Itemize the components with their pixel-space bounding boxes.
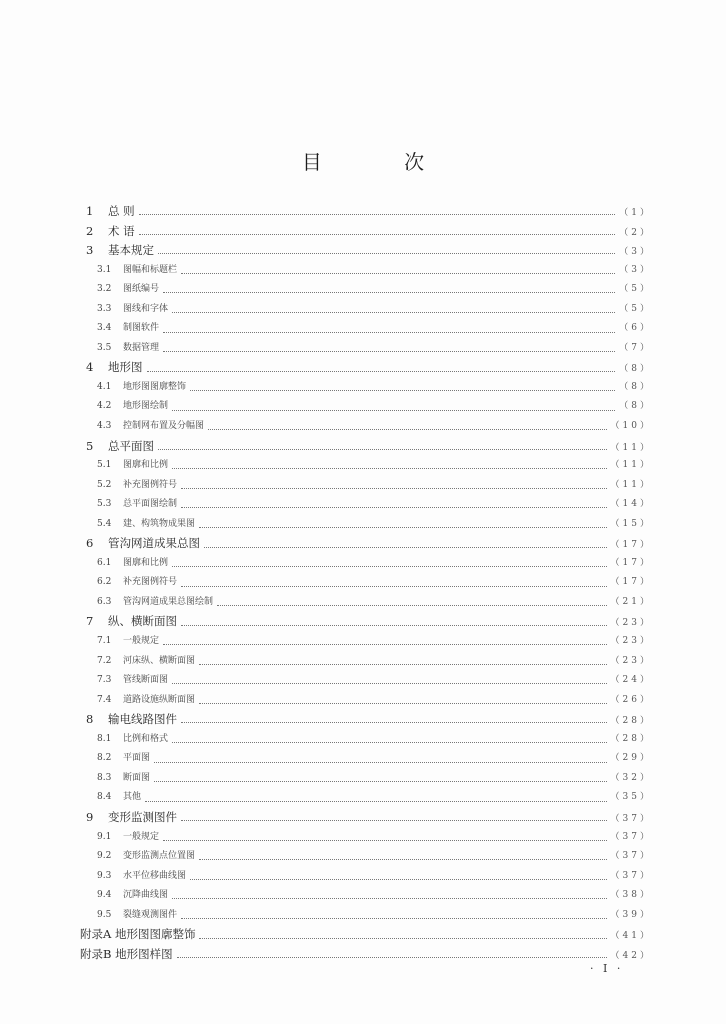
toc-entry-number: 3.4 [97, 323, 112, 334]
toc-entry-page: （29） [610, 753, 652, 764]
toc-entry-number: 9 [86, 809, 94, 824]
toc-entry-label: 补充图例符号 [123, 479, 178, 490]
toc-entry-page: （10） [610, 421, 652, 432]
dot-leader [154, 781, 607, 782]
dot-leader [158, 449, 607, 450]
toc-entry-page: （2） [619, 227, 652, 238]
toc-entry-number: 3 [86, 243, 94, 258]
toc-entry-label: 图幅和标题栏 [123, 264, 178, 275]
toc-entry[interactable] [80, 632, 652, 652]
dot-leader [177, 957, 607, 958]
toc-entry[interactable] [80, 749, 652, 769]
toc-entry[interactable] [80, 261, 652, 281]
toc-entry[interactable] [80, 945, 652, 965]
table-of-contents [80, 202, 652, 964]
toc-entry-number: 9.3 [97, 870, 112, 881]
toc-entry-number: 6.2 [97, 577, 112, 588]
toc-entry-label: 输电线路图件 [108, 712, 177, 727]
toc-entry-number: 9.5 [97, 909, 112, 920]
toc-entry-page: （38） [610, 890, 652, 901]
toc-entry-label: 附录B 地形图样图 [80, 946, 173, 961]
toc-entry-number: 5.1 [97, 460, 112, 471]
toc-entry[interactable] [80, 886, 652, 906]
toc-entry-page: （23） [610, 636, 652, 647]
toc-entry[interactable] [80, 573, 652, 593]
toc-entry-page: （37） [610, 851, 652, 862]
toc-entry-label: 地形图绘制 [123, 401, 169, 412]
toc-entry[interactable] [80, 202, 652, 222]
toc-entry-label: 裂缝观测图件 [123, 909, 178, 920]
toc-entry-number: 9.4 [97, 890, 112, 901]
toc-entry[interactable] [80, 847, 652, 867]
toc-entry-page: （17） [610, 557, 652, 568]
dot-leader [172, 312, 615, 313]
toc-entry-number: 7.4 [97, 694, 112, 705]
toc-entry-label: 沉降曲线图 [123, 890, 169, 901]
dot-leader [163, 840, 607, 841]
toc-entry-label: 地形图 [108, 360, 143, 375]
dot-leader [181, 625, 607, 626]
toc-entry-number: 8.4 [97, 792, 112, 803]
toc-entry-page: （5） [619, 284, 652, 295]
toc-entry-label: 水平位移曲线图 [123, 870, 187, 881]
toc-entry-number: 4.3 [97, 421, 112, 432]
toc-entry-page: （14） [610, 499, 652, 510]
toc-entry-number: 3.1 [97, 264, 112, 275]
toc-entry[interactable] [80, 222, 652, 242]
toc-entry-page: （11） [610, 479, 652, 490]
dot-leader [199, 859, 607, 860]
toc-entry-page: （28） [610, 716, 652, 727]
toc-entry-number: 8 [86, 712, 94, 727]
toc-entry-number: 7.1 [97, 636, 112, 647]
dot-leader [181, 586, 607, 587]
toc-entry-page: （24） [610, 675, 652, 686]
toc-entry-page: （28） [610, 733, 652, 744]
toc-entry-label: 基本规定 [108, 243, 154, 258]
toc-entry-label: 其他 [123, 792, 142, 803]
toc-entry[interactable] [80, 906, 652, 926]
toc-entry-page: （6） [619, 323, 652, 334]
toc-entry[interactable] [80, 867, 652, 887]
toc-entry-number: 9.2 [97, 851, 112, 862]
toc-entry-label: 变形监测点位置图 [123, 851, 196, 862]
dot-leader [147, 371, 616, 372]
toc-entry[interactable] [80, 730, 652, 750]
toc-entry-page: （3） [619, 264, 652, 275]
toc-entry[interactable] [80, 925, 652, 945]
toc-entry-page: （39） [610, 909, 652, 920]
toc-entry-page: （42） [610, 950, 652, 961]
toc-entry-label: 一般规定 [123, 636, 160, 647]
toc-entry-number: 9.1 [97, 831, 112, 842]
toc-entry-label: 补充图例符号 [123, 577, 178, 588]
toc-entry-page: （11） [610, 442, 652, 453]
toc-entry-number: 4.1 [97, 381, 112, 392]
toc-entry-number: 5.3 [97, 499, 112, 510]
toc-entry-number: 3.2 [97, 284, 112, 295]
toc-entry-page: （21） [610, 596, 652, 607]
toc-entry-label: 建、构筑物成果图 [123, 518, 196, 529]
toc-entry-label: 总平面图 [108, 438, 154, 453]
toc-entry-label: 管沟网道成果总图绘制 [123, 596, 214, 607]
toc-entry-number: 3.5 [97, 342, 112, 353]
toc-entry-label: 图纸编号 [123, 284, 160, 295]
dot-leader [181, 918, 607, 919]
toc-entry-label: 比例和格式 [123, 733, 169, 744]
dot-leader [199, 938, 606, 939]
toc-entry-label: 总 则 [108, 204, 135, 218]
dot-leader [139, 234, 616, 235]
toc-entry[interactable] [80, 534, 652, 554]
toc-entry-page: （26） [610, 694, 652, 705]
toc-entry-label: 地形图图廓整饰 [123, 381, 187, 392]
toc-entry-label: 图廓和比例 [123, 557, 169, 568]
toc-entry-number: 8.1 [97, 733, 112, 744]
toc-entry-page: （17） [610, 540, 652, 551]
dot-leader [139, 214, 616, 215]
toc-entry[interactable] [80, 828, 652, 848]
page-number: · I · [590, 962, 624, 975]
toc-entry-label: 纵、横断面图 [108, 614, 177, 629]
toc-entry-label: 控制网布置及分幅图 [123, 421, 205, 432]
toc-entry-page: （15） [610, 518, 652, 529]
toc-entry-number: 5.2 [97, 479, 112, 490]
toc-entry-label: 附录A 地形图图廓整饰 [80, 927, 196, 942]
toc-entry-number: 5.4 [97, 518, 112, 529]
toc-entry-label: 管线断面图 [123, 675, 169, 686]
toc-entry-page: （17） [610, 577, 652, 588]
toc-entry-number: 7.3 [97, 675, 112, 686]
toc-entry-number: 6.1 [97, 557, 112, 568]
toc-entry[interactable] [80, 476, 652, 496]
dot-leader [163, 292, 615, 293]
toc-entry-page: （5） [619, 303, 652, 314]
toc-entry[interactable] [80, 515, 652, 535]
toc-entry-page: （7） [619, 342, 652, 353]
toc-entry-page: （8） [619, 401, 652, 412]
toc-entry[interactable] [80, 241, 652, 261]
toc-entry[interactable] [80, 612, 652, 632]
toc-entry-page: （3） [619, 247, 652, 258]
toc-entry[interactable] [80, 358, 652, 378]
dot-leader [154, 762, 607, 763]
toc-entry-page: （8） [619, 381, 652, 392]
toc-entry-number: 7 [86, 614, 94, 629]
toc-entry-label: 河床纵、横断面图 [123, 655, 196, 666]
dot-leader [172, 898, 607, 899]
toc-entry-number: 3.3 [97, 303, 112, 314]
dot-leader [172, 742, 607, 743]
toc-entry-number: 1 [86, 204, 94, 218]
toc-entry[interactable] [80, 495, 652, 515]
dot-leader [172, 468, 607, 469]
dot-leader [158, 253, 615, 254]
toc-entry[interactable] [80, 437, 652, 457]
toc-entry[interactable] [80, 788, 652, 808]
toc-entry[interactable] [80, 769, 652, 789]
toc-entry[interactable] [80, 319, 652, 339]
toc-entry-page: （11） [610, 460, 652, 471]
toc-entry-number: 6.3 [97, 596, 112, 607]
dot-leader [172, 683, 607, 684]
dot-leader [204, 547, 607, 548]
toc-entry[interactable] [80, 397, 652, 417]
toc-entry[interactable] [80, 710, 652, 730]
dot-leader [163, 332, 615, 333]
toc-entry-page: （8） [619, 364, 652, 375]
toc-entry[interactable] [80, 280, 652, 300]
toc-entry-page: （23） [610, 655, 652, 666]
dot-leader [208, 429, 607, 430]
toc-entry[interactable] [80, 691, 652, 711]
dot-leader [199, 664, 607, 665]
dot-leader [172, 410, 615, 411]
dot-leader [163, 644, 607, 645]
dot-leader [217, 605, 607, 606]
dot-leader [163, 351, 615, 352]
toc-entry[interactable] [80, 339, 652, 359]
dot-leader [181, 507, 607, 508]
toc-entry-page: （1） [619, 208, 652, 218]
dot-leader [199, 527, 607, 528]
dot-leader [145, 801, 607, 802]
toc-entry-number: 8.2 [97, 753, 112, 764]
dot-leader [181, 273, 615, 274]
toc-entry-number: 6 [86, 536, 94, 551]
toc-entry-number: 4 [86, 360, 94, 375]
toc-entry-number: 7.2 [97, 655, 112, 666]
toc-entry-label: 变形监测图件 [108, 809, 177, 824]
toc-entry[interactable] [80, 652, 652, 672]
toc-entry[interactable] [80, 378, 652, 398]
toc-entry-label: 图线和字体 [123, 303, 169, 314]
dot-leader [190, 390, 615, 391]
toc-entry-number: 8.3 [97, 772, 112, 783]
dot-leader [181, 722, 607, 723]
toc-entry-number: 2 [86, 223, 94, 238]
toc-entry-page: （23） [610, 618, 652, 629]
toc-entry-label: 术 语 [108, 223, 135, 238]
toc-entry[interactable] [80, 554, 652, 574]
toc-entry-label: 制图软件 [123, 323, 160, 334]
toc-entry[interactable] [80, 456, 652, 476]
toc-entry[interactable] [80, 593, 652, 613]
toc-entry[interactable] [80, 671, 652, 691]
toc-entry-page: （41） [610, 931, 652, 942]
dot-leader [172, 566, 607, 567]
toc-entry-label: 道路设施纵断面图 [123, 694, 196, 705]
toc-entry-label: 数据管理 [123, 342, 160, 353]
toc-entry-label: 平面图 [123, 753, 151, 764]
toc-entry-page: （35） [610, 792, 652, 803]
toc-entry-page: （37） [610, 813, 652, 824]
toc-entry-number: 5 [86, 438, 94, 453]
dot-leader [181, 820, 607, 821]
toc-entry-label: 断面图 [123, 772, 151, 783]
toc-entry[interactable] [80, 417, 652, 437]
toc-entry-label: 管沟网道成果总图 [108, 536, 200, 551]
dot-leader [181, 488, 607, 489]
toc-entry-page: （37） [610, 870, 652, 881]
toc-entry-label: 图廓和比例 [123, 460, 169, 471]
toc-entry-page: （32） [610, 772, 652, 783]
dot-leader [199, 703, 607, 704]
toc-entry-label: 总平面图绘制 [123, 499, 178, 510]
toc-entry[interactable] [80, 300, 652, 320]
toc-entry-number: 4.2 [97, 401, 112, 412]
toc-entry-label: 一般规定 [123, 831, 160, 842]
toc-entry[interactable] [80, 808, 652, 828]
dot-leader [190, 879, 607, 880]
page-title: 目 次 [301, 150, 463, 174]
toc-entry-page: （37） [610, 831, 652, 842]
